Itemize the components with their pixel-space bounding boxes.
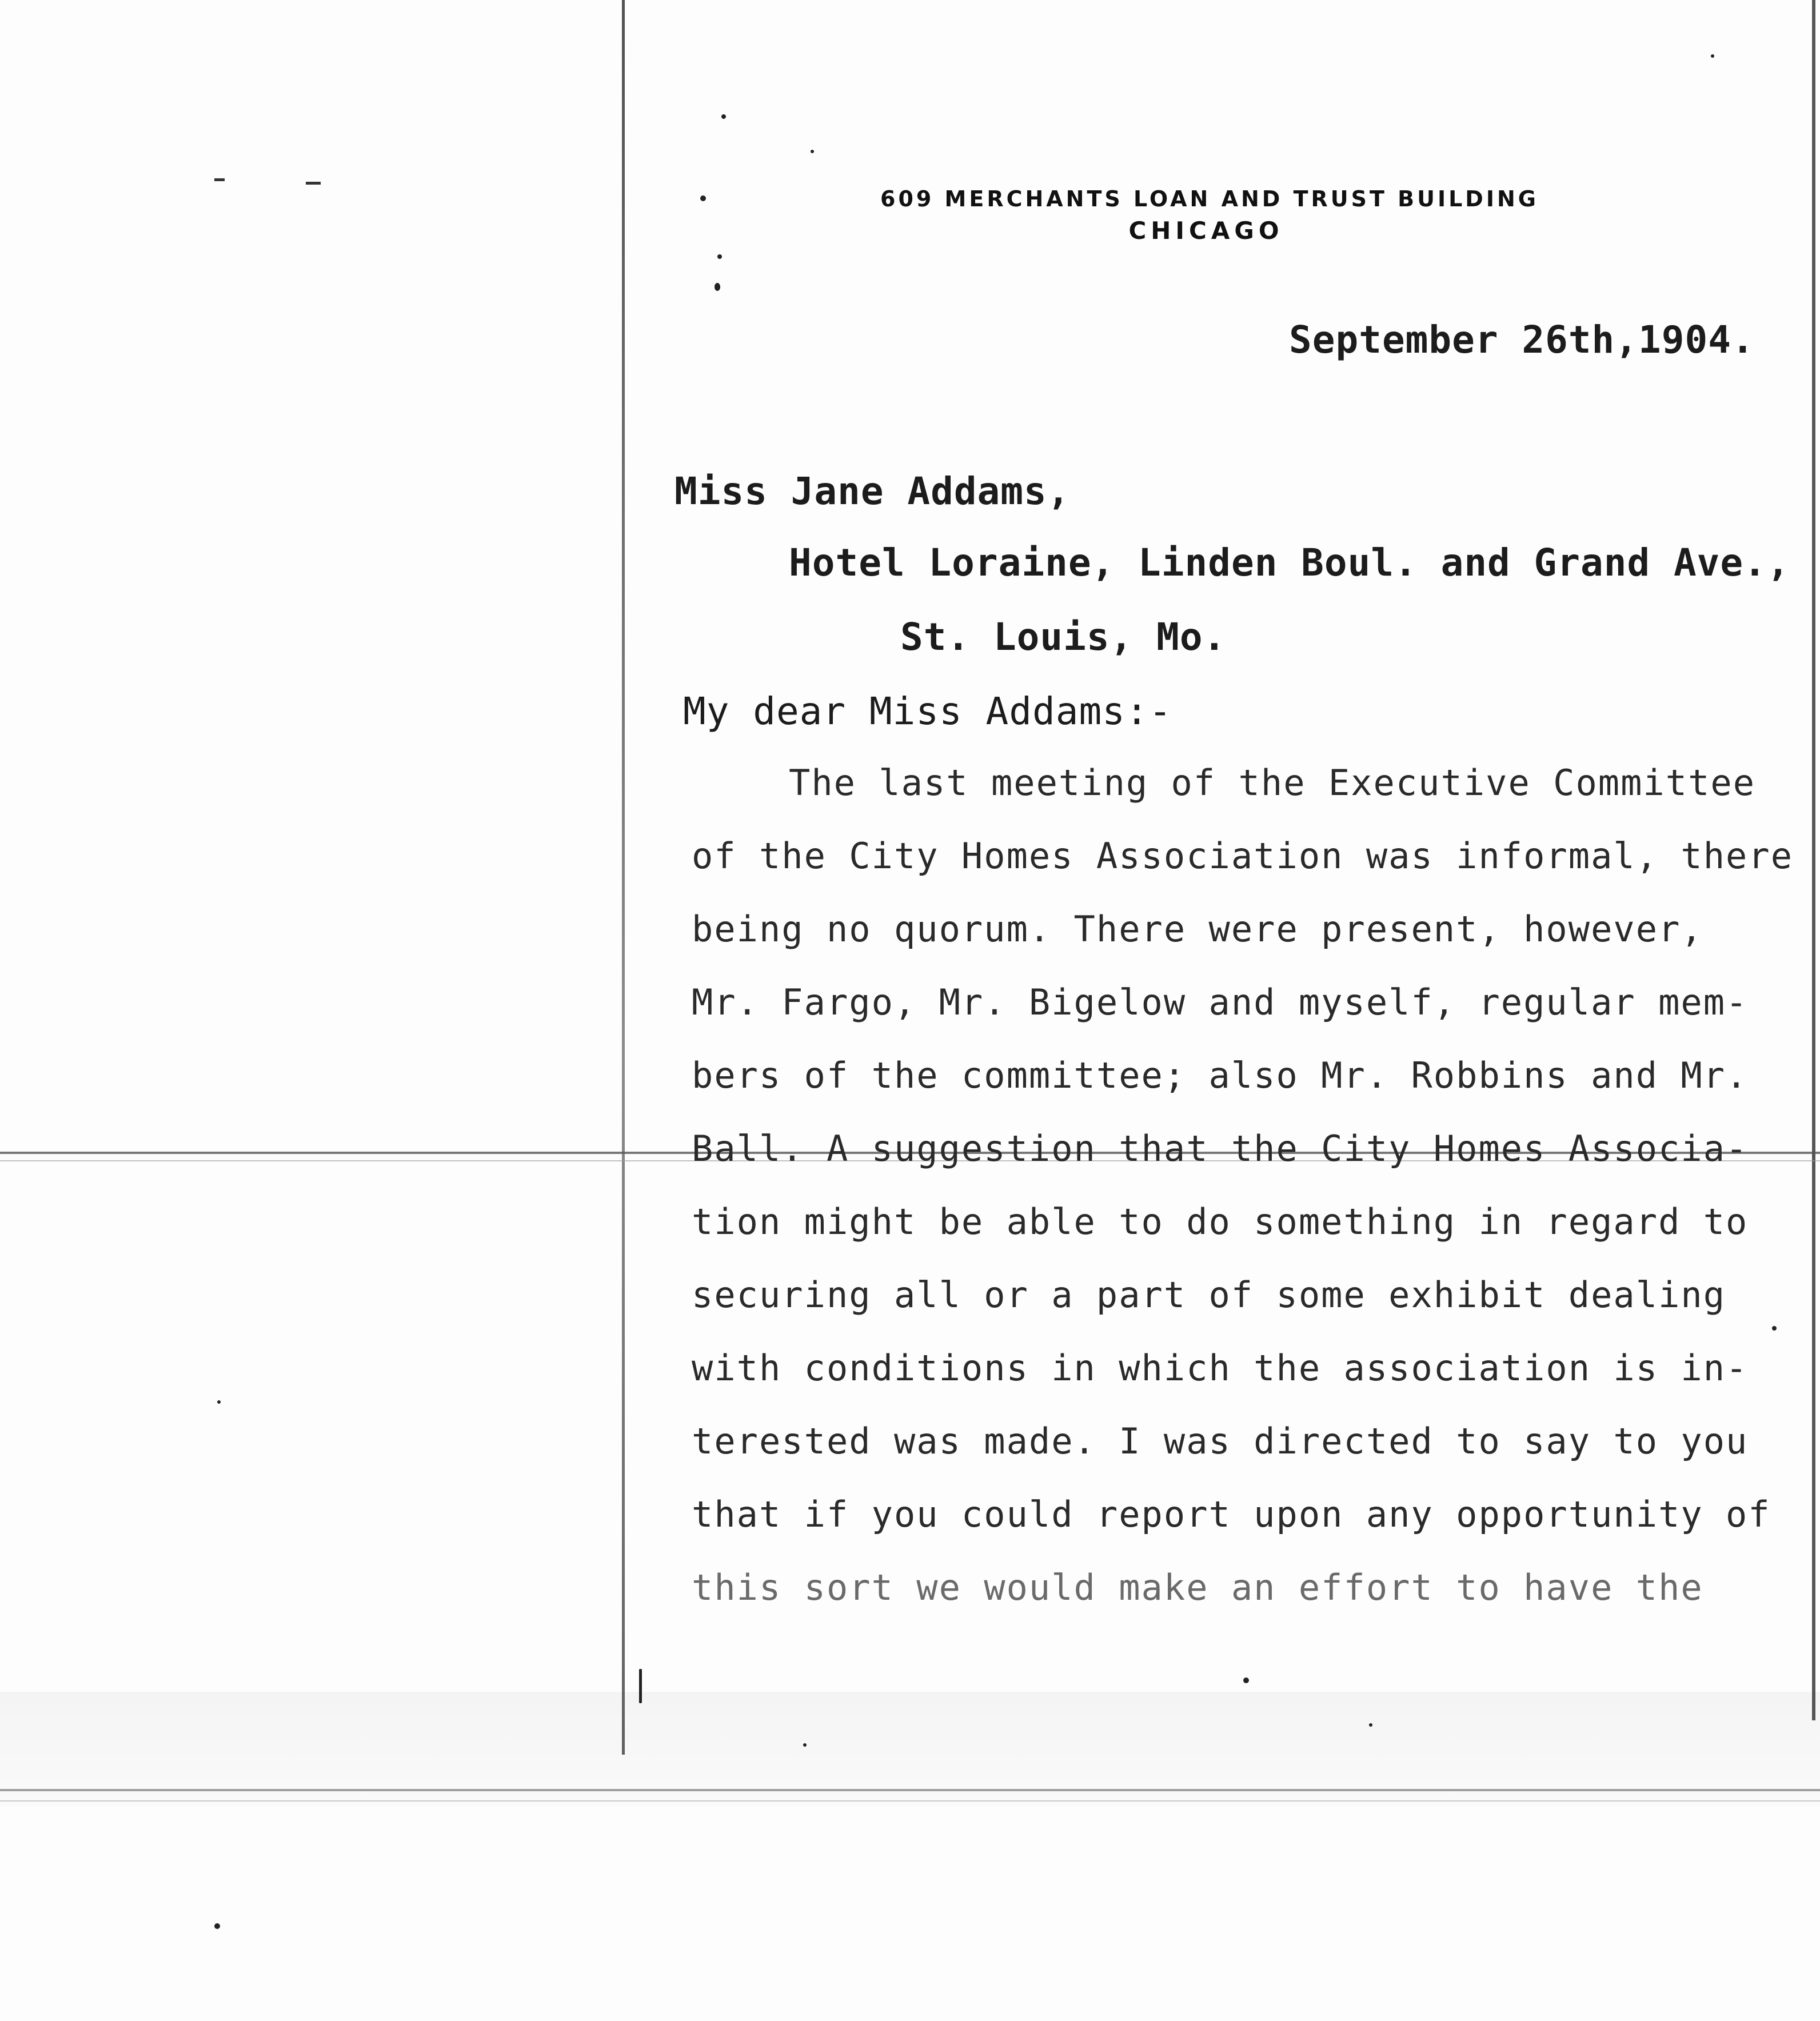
recipient-name: Miss Jane Addams, (674, 469, 1071, 513)
left-margin-edge (622, 0, 625, 1755)
letterhead (880, 184, 1539, 248)
scan-speck (217, 1400, 221, 1404)
recipient-address-line-2: St. Louis, Mo. (900, 615, 1227, 659)
scan-speck (306, 182, 321, 185)
letter-body (692, 760, 1794, 1638)
scan-speck (721, 114, 726, 119)
scan-speck (700, 195, 706, 201)
scan-speck (1369, 1723, 1372, 1727)
body-line: Ball. A suggestion that the City Homes Associa- (692, 1128, 1749, 1169)
letterhead-city: CHICAGO (1128, 217, 1284, 245)
body-line: securing all or a part of some exhibit dealing (692, 1274, 1726, 1316)
body-line: this sort we would make an effort to have the (692, 1567, 1703, 1608)
scan-speck (717, 254, 722, 259)
body-line: Mr. Fargo, Mr. Bigelow and myself, regular mem- (692, 981, 1749, 1023)
recipient-address-line-1: Hotel Loraine, Linden Boul. and Grand Ave., (789, 541, 1790, 585)
scan-speck (715, 283, 720, 291)
body-line: that if you could report upon any opportunity of (692, 1493, 1771, 1535)
salutation: My dear Miss Addams:- (683, 689, 1172, 733)
body-line: with conditions in which the association is in- (692, 1347, 1749, 1389)
letterhead-address: 609 MERCHANTS LOAN AND TRUST BUILDING (880, 186, 1539, 211)
bottom-scan-rule-shadow (0, 1800, 1820, 1802)
scan-speck (811, 150, 814, 153)
body-line: being no quorum. There were present, however, (692, 908, 1703, 950)
right-margin-edge (1812, 0, 1815, 1720)
scan-speck (214, 178, 225, 181)
scan-speck (1243, 1677, 1249, 1683)
body-line: of the City Homes Association was informal, there (692, 835, 1794, 877)
bottom-scan-rule (0, 1789, 1820, 1791)
scan-speck (214, 1923, 220, 1929)
scan-speck (803, 1743, 807, 1747)
scan-speck (1711, 54, 1714, 58)
body-line: The last meeting of the Executive Committee (789, 762, 1756, 804)
scan-speck (639, 1669, 642, 1703)
body-line: bers of the committee; also Mr. Robbins and Mr. (692, 1055, 1749, 1096)
body-line: terested was made. I was directed to say to you (692, 1420, 1749, 1462)
body-line: tion might be able to do something in regard to (692, 1201, 1749, 1243)
letter-date: September 26th,1904. (1289, 318, 1755, 362)
